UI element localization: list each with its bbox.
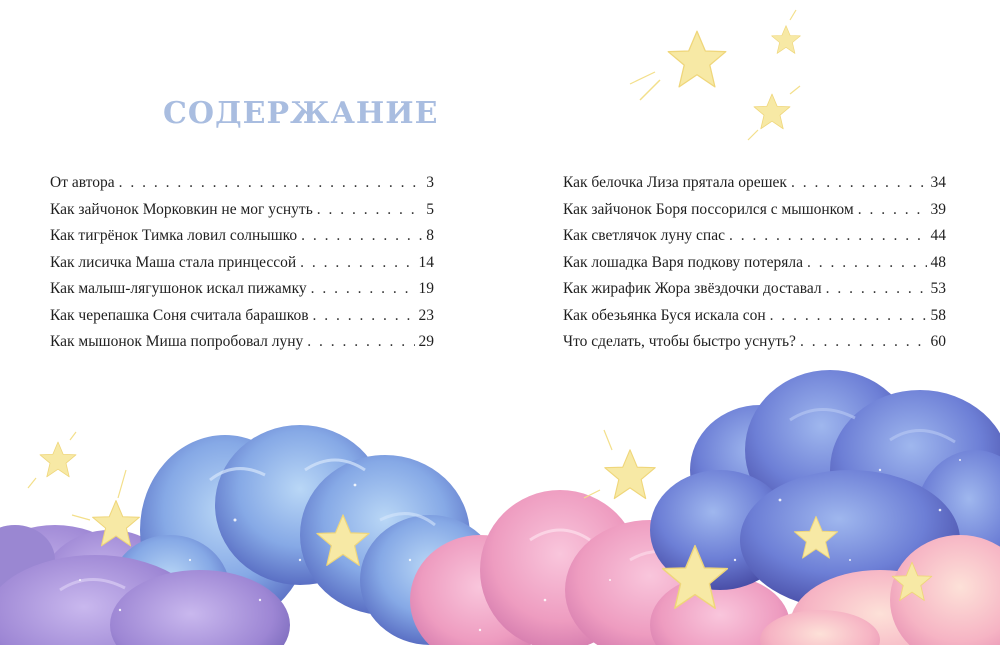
toc-leader-dots — [729, 227, 927, 245]
toc-entry-title: Как зайчонок Боря поссорился с мышонком — [563, 200, 854, 218]
toc-entry-title: Как зайчонок Морковкин не мог уснуть — [50, 200, 313, 218]
toc-leader-dots — [826, 280, 927, 298]
toc-entry[interactable] — [563, 307, 946, 334]
toc-leader-dots — [119, 174, 423, 192]
toc-entry-page: 34 — [930, 174, 946, 191]
star-icon — [748, 86, 800, 140]
toc-entry-title: Как белочка Лиза прятала орешек — [563, 174, 787, 191]
toc-entry-title: Как обезьянка Буся искала сон — [563, 306, 766, 324]
star-icon — [772, 10, 801, 53]
toc-entry-title: Как лисичка Маша стала принцессой — [50, 253, 297, 271]
toc-leader-dots — [800, 333, 927, 351]
toc-entry-page: 39 — [930, 200, 946, 218]
toc-entry[interactable] — [50, 174, 434, 201]
toc-entry[interactable] — [50, 333, 434, 360]
toc-entry[interactable] — [563, 201, 946, 228]
toc-entry[interactable] — [563, 227, 946, 254]
toc-entry-page: 5 — [426, 200, 434, 218]
toc-entry-page: 29 — [418, 333, 434, 350]
page-title: СОДЕРЖАНИЕ — [163, 96, 439, 131]
toc-leader-dots — [307, 333, 414, 351]
toc-entry-page: 14 — [418, 253, 434, 271]
toc-entry[interactable] — [50, 227, 434, 254]
toc-entry[interactable] — [563, 254, 946, 281]
toc-entry[interactable] — [563, 280, 946, 307]
star-icon — [28, 432, 76, 488]
toc-entry-title: От автора — [50, 174, 115, 191]
toc-entry[interactable] — [50, 254, 434, 281]
toc-leader-dots — [311, 280, 415, 298]
toc-leader-dots — [807, 254, 926, 272]
toc-entry[interactable] — [50, 280, 434, 307]
toc-entry-title: Как мышонок Миша попробовал луну — [50, 333, 304, 350]
toc-leader-dots — [300, 254, 414, 272]
toc-entry-title: Как тигрёнок Тимка ловил солнышко — [50, 227, 298, 244]
toc-leader-dots — [317, 201, 422, 219]
toc-entry-title: Как малыш-лягушонок искал пижамку — [50, 280, 307, 297]
toc-entry-title: Как лошадка Варя подкову потеряла — [563, 253, 804, 271]
toc-entry-page: 19 — [418, 280, 434, 297]
toc-entry-page: 3 — [426, 174, 434, 191]
toc-leader-dots — [858, 201, 927, 219]
toc-entry-page: 58 — [930, 306, 946, 324]
toc-leader-dots — [770, 307, 927, 325]
toc-entry-title: Что сделать, чтобы быстро уснуть? — [563, 333, 796, 350]
toc-leader-dots — [791, 174, 927, 192]
toc-entry-page: 48 — [930, 253, 946, 271]
toc-right-column — [563, 174, 946, 360]
toc-entry-page: 44 — [930, 227, 946, 244]
toc-leader-dots — [313, 307, 415, 325]
star-icon — [630, 31, 726, 100]
toc-leader-dots — [301, 227, 422, 245]
toc-entry[interactable] — [50, 307, 434, 334]
toc-entry-page: 23 — [418, 306, 434, 324]
toc-entry-page: 53 — [930, 280, 946, 297]
toc-entry[interactable] — [563, 333, 946, 360]
toc-entry-title: Как черепашка Соня считала барашков — [50, 306, 309, 324]
toc-entry-title: Как светлячок луну спас — [563, 227, 725, 244]
toc-entry-page: 60 — [930, 333, 946, 350]
toc-left-column — [50, 174, 434, 360]
toc-entry-title: Как жирафик Жора звёздочки доставал — [563, 280, 822, 297]
star-icon — [584, 430, 655, 499]
toc-entry[interactable] — [50, 201, 434, 228]
toc-entry-page: 8 — [426, 227, 434, 244]
toc-entry[interactable] — [563, 174, 946, 201]
